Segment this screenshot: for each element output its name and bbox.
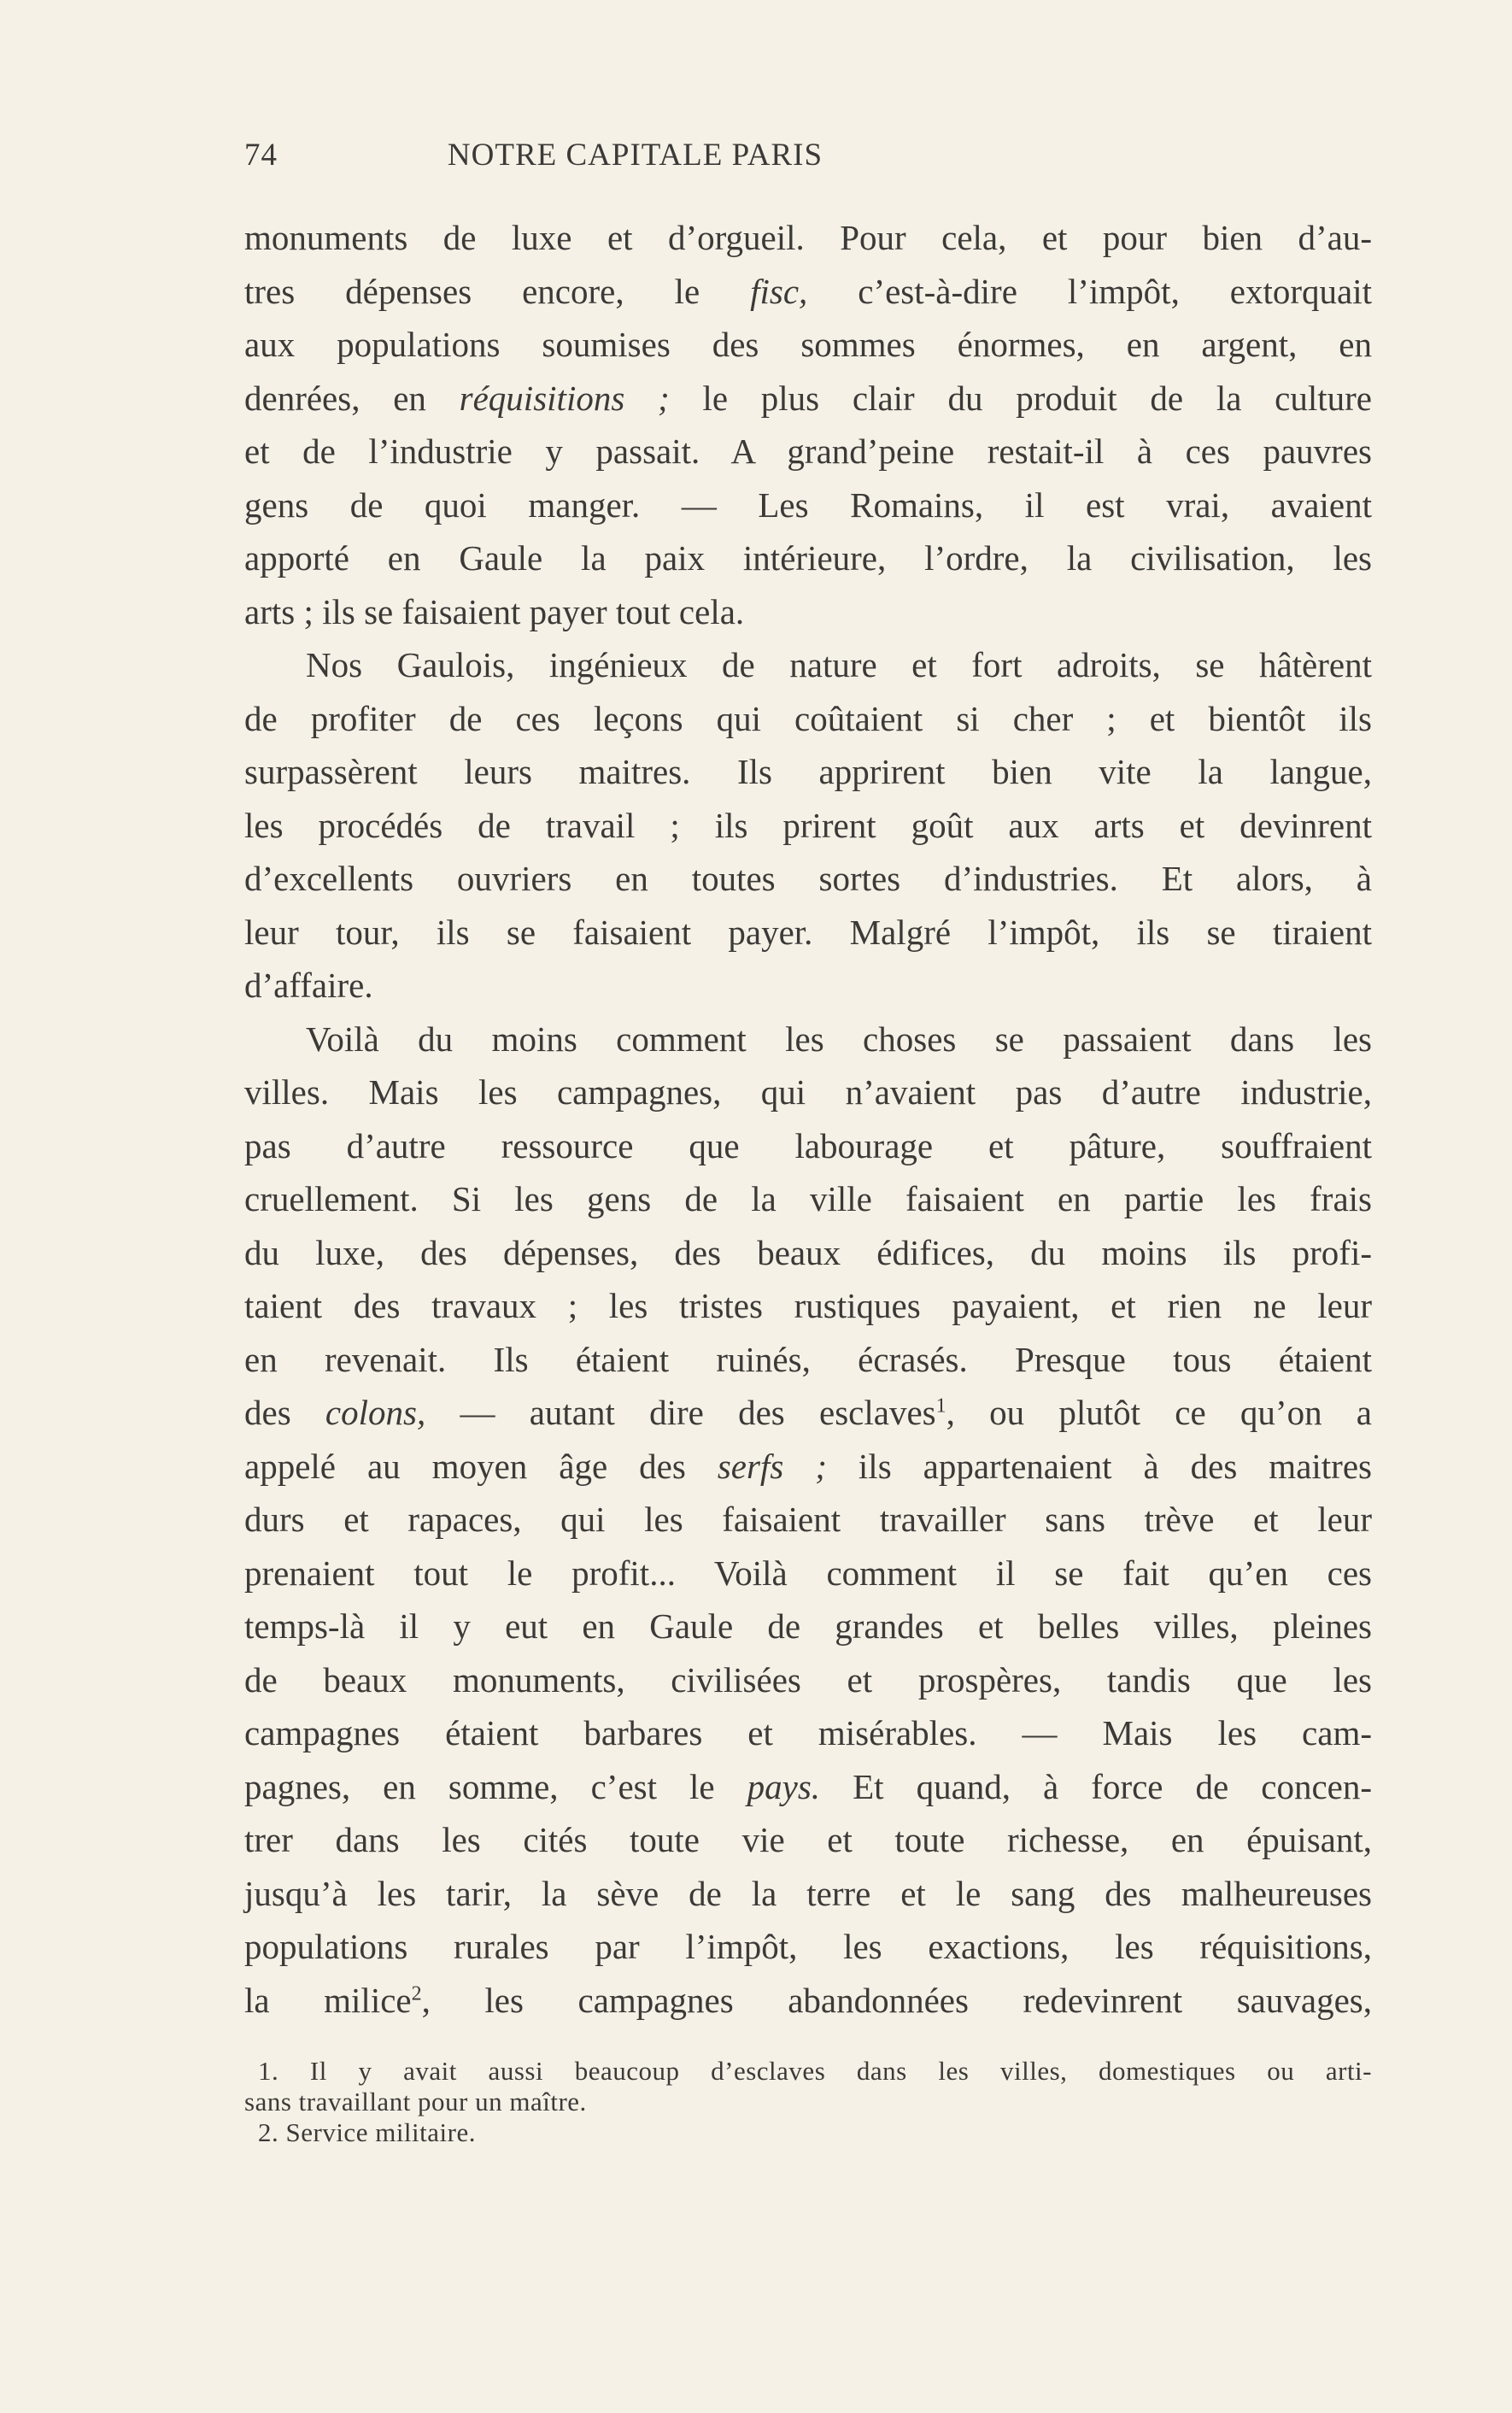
text-line: surpassèrent leurs maitres. Ils apprirent bien vite la langue, (244, 752, 1372, 791)
text-line: prenaient tout le profit... Voilà comment il se fait qu’en ces (244, 1553, 1372, 1593)
text-line: cruellement. Si les gens de la ville faisaient en partie les frais (244, 1179, 1372, 1218)
text-line: populations rurales par l’impôt, les exactions, les réquisitions, (244, 1927, 1372, 1966)
text-line: aux populations soumises des sommes énormes, en argent, en (244, 325, 1372, 364)
text-line: arts ; ils se faisaient payer tout cela. (244, 591, 745, 631)
text-line: tres dépenses encore, le fisc, c’est-à-dire l’impôt, extorquait (244, 271, 1372, 311)
text-line: du luxe, des dépenses, des beaux édifices, du moins ils profi- (244, 1232, 1372, 1272)
footnote-1-continued: sans travaillant pour un maître. (244, 2087, 587, 2117)
text-line: en revenait. Ils étaient ruinés, écrasés. Presque tous étaient (244, 1339, 1372, 1379)
page-number: 74 (244, 138, 278, 173)
footnote-2: 2. Service militaire. (258, 2117, 476, 2147)
text-line: des colons, — autant dire des esclaves$^1$, ou plutôt ce qu’on a (244, 1393, 1373, 1432)
text-line: d’affaire. (244, 966, 373, 1005)
text-line: durs et rapaces, qui les faisaient travailler sans trève et leur (244, 1500, 1372, 1539)
text-line: et de l’industrie y passait. A grand’peine restait-il à ces pauvres (244, 432, 1372, 471)
text-line: les procédés de travail ; ils prirent goût aux arts et devinrent (244, 805, 1372, 845)
text-line: de profiter de ces leçons qui coûtaient si cher ; et bientôt ils (244, 698, 1372, 738)
running-title: NOTRE CAPITALE PARIS (447, 138, 823, 173)
text-line: gens de quoi manger. — Les Romains, il est vrai, avaient (244, 484, 1372, 525)
footnotes (244, 2056, 1372, 2148)
text-line: campagnes étaient barbares et misérables. — Mais les cam- (244, 1713, 1372, 1753)
body-text (244, 211, 1372, 2027)
footnote-ref-2: 2 (411, 1981, 422, 2005)
text-line: de beaux monuments, civilisées et prospères, tandis que les (244, 1659, 1372, 1700)
text-line: la milice$^2$, les campagnes abandonnées redevinrent sauvages, (244, 1980, 1372, 2020)
text-line: apporté en Gaule la paix intérieure, l’ordre, la civilisation, les (244, 538, 1372, 578)
page-header (244, 137, 1026, 178)
text-line: Nos Gaulois, ingénieux de nature et fort adroits, se hâtèrent (306, 645, 1372, 684)
text-line: d’excellents ouvriers en toutes sortes d’industries. Et alors, à (244, 859, 1372, 898)
text-line: denrées, en réquisitions ; le plus clair du produit de la culture (244, 378, 1372, 418)
text-line: appelé au moyen âge des serfs ; ils appartenaient à des maitres (244, 1446, 1372, 1486)
text-line: pagnes, en somme, c’est le pays. Et quand, à force de concen- (244, 1766, 1373, 1806)
footnote-1: 1. Il y avait aussi beaucoup d’esclaves dans les villes, domestiques ou arti- (258, 2056, 1372, 2086)
text-line: villes. Mais les campagnes, qui n’avaient pas d’autre industrie, (244, 1072, 1372, 1112)
text-line: taient des travaux ; les tristes rustiques payaient, et rien ne leur (244, 1286, 1372, 1325)
footnote-ref-1: 1 (935, 1394, 946, 1418)
text-line: monuments de luxe et d’orgueil. Pour cela, et pour bien d’au- (244, 218, 1372, 257)
text-line: Voilà du moins comment les choses se passaient dans les (306, 1019, 1372, 1059)
text-line: leur tour, ils se faisaient payer. Malgré l’impôt, ils se tiraient (244, 912, 1372, 952)
text-line: temps-là il y eut en Gaule de grandes et belles villes, pleines (244, 1606, 1372, 1646)
text-line: pas d’autre ressource que labourage et pâture, souffraient (244, 1125, 1372, 1165)
text-line: trer dans les cités toute vie et toute richesse, en épuisant, (244, 1820, 1372, 1859)
text-line: jusqu’à les tarir, la sève de la terre et le sang des malheureuses (244, 1873, 1372, 1913)
